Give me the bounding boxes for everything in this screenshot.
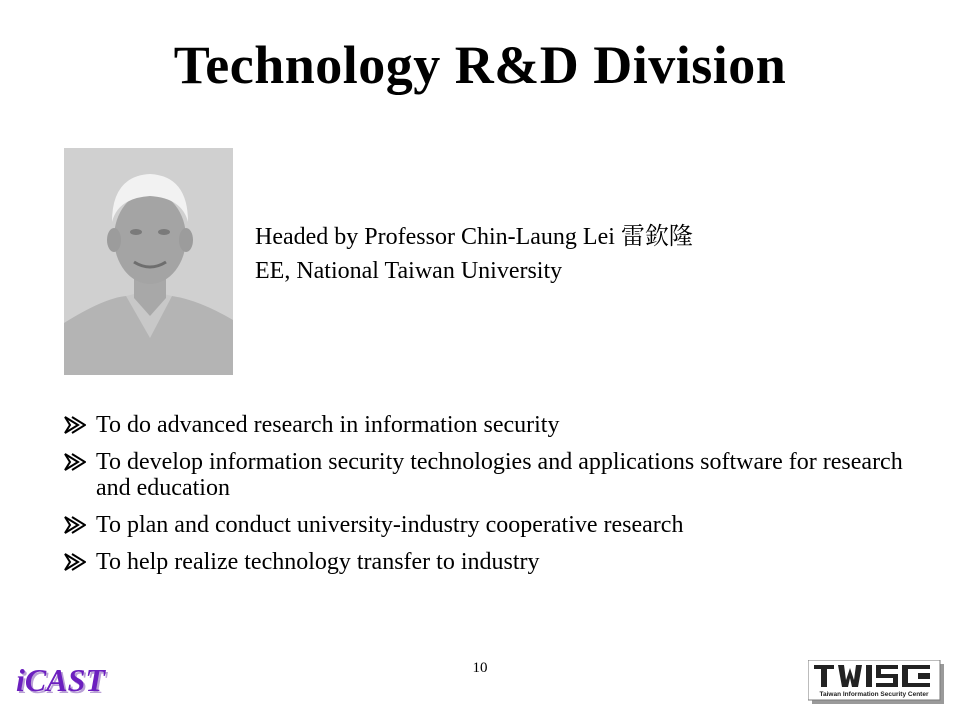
arrow-bullet-icon [64,515,86,535]
head-line-professor: Headed by Professor Chin-Laung Lei 雷欽隆 [255,224,693,250]
svg-text:Taiwan Information Security Ce: Taiwan Information Security Center [819,691,929,698]
head-line-affiliation: EE, National Taiwan University [255,258,563,284]
page-number: 10 [472,660,488,676]
portrait-photo [64,148,233,375]
arrow-bullet-icon [64,552,86,572]
bullet-text: To help realize technology transfer to industry [96,549,540,575]
bullet-item [60,412,920,438]
icast-logo: iCAST [16,662,105,698]
bullet-item [60,449,920,501]
twisc-logo [808,660,944,704]
bullet-list [60,412,920,586]
head-info [255,220,693,288]
bullet-item [60,549,920,575]
bullet-text: To do advanced research in information security [96,412,560,438]
slide-title: Technology R&D Division [173,35,787,95]
bullet-text: To plan and conduct university-industry cooperative research [96,512,684,538]
bullet-item [60,512,920,538]
arrow-bullet-icon [64,452,86,472]
bullet-text: To develop information security technologies and applications software for research and education [96,449,903,501]
arrow-bullet-icon [64,415,86,435]
